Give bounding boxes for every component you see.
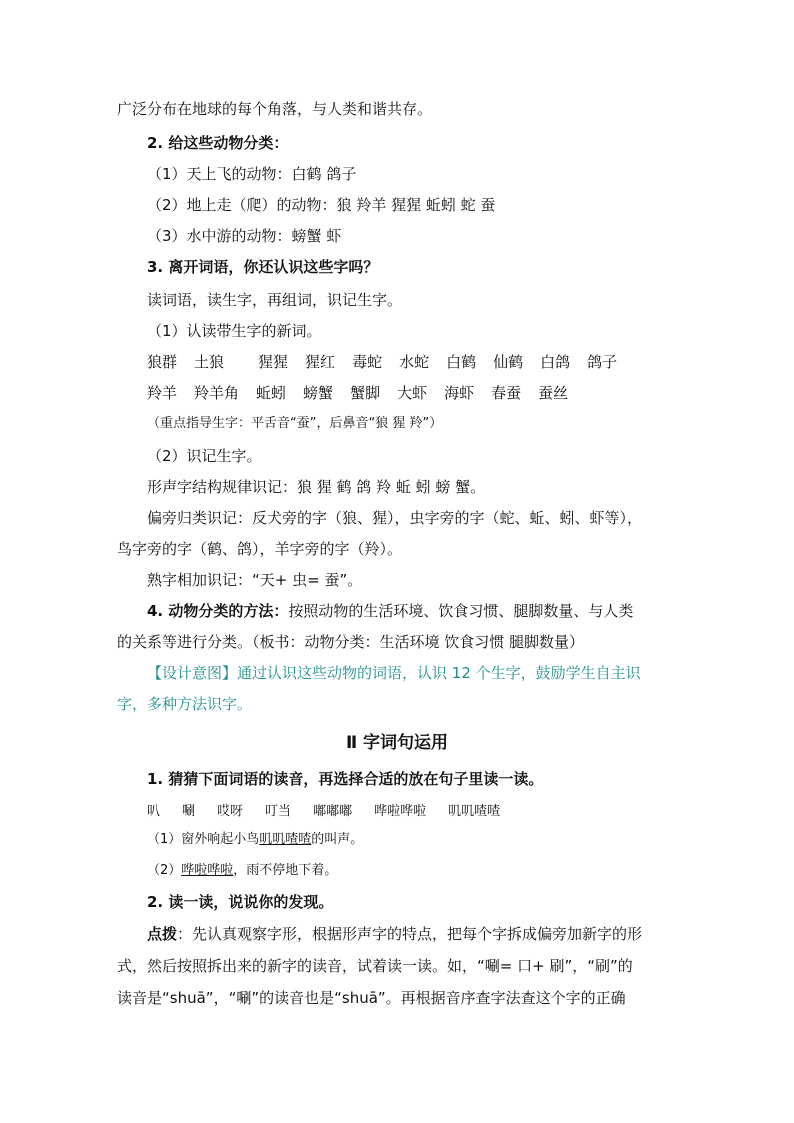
question-1-title: 1. 猜猜下面词语的读音，再选择合适的放在句子里读一读。 [147,770,544,788]
sentence-text: ，雨不停地下着。 [233,863,338,878]
onomatopoeia-word: 唰 [182,804,196,819]
classification-item-2: （2）地上走（爬）的动物：狼 羚羊 猩猩 蚯蚓 蛇 蚕 [147,196,496,214]
section-3-sub-1: （1）认读带生字的新词。 [147,322,322,340]
question-1-sentence-2 [147,860,337,882]
onomatopoeia-word: 哗啦哗啦 [374,804,427,819]
classification-item-1: （1）天上飞的动物：白鹤 鸽子 [147,165,357,183]
word: 猩猩 [258,353,289,371]
word: 螃蟹 [303,384,334,402]
tip-text: ：先认真观察字形，根据形声字的特点，把每个字拆成偏旁加新字的形 [177,925,643,943]
word: 海虾 [444,384,475,402]
sentence-text: （1）窗外响起小鸟 [147,832,260,847]
word: 土狼 [194,353,225,371]
filled-blank: 叽叽喳喳 [259,832,312,847]
word: 羚羊 [147,384,178,402]
part-2-heading: Ⅱ 字词句运用 [345,733,449,753]
word-row-1 [147,351,634,373]
tip-line-2: 式，然后按照拆出来的新字的读音，试着读一读。如，“唰= 口+ 刷”，“刷”的 [117,957,633,975]
question-2-title: 2. 读一读，说说你的发现。 [147,893,334,911]
method-radical-2: 鸟字旁的字（鹤、鸽），羊字旁的字（羚）。 [117,540,403,558]
pronunciation-note: （重点指导生字：平舌音“蚕”，后鼻音“狼 猩 羚”） [147,416,443,431]
onomatopoeia-row [147,799,522,823]
word: 蟹脚 [350,384,381,402]
design-intent-line-1 [147,662,641,684]
word: 毒蛇 [352,353,383,371]
word: 蚕丝 [538,384,569,402]
word: 猩红 [305,353,336,371]
method-radical-1: 偏旁归类识记：反犬旁的字（狼、猩），虫字旁的字（蛇、蚯、蚓、虾等）， [147,509,643,527]
tip-line-3: 读音是“shuā”，“唰”的读音也是“shuā”。再根据音序查字法查这个字的正确 [117,989,626,1007]
word: 羚羊角 [194,384,240,402]
word: 蚯蚓 [256,384,287,402]
word-row-2 [147,382,585,404]
section-4-line-1 [147,600,633,622]
word: 白鸽 [540,353,571,371]
word: 大虾 [397,384,428,402]
onomatopoeia-word: 叭 [147,804,161,819]
word: 白鹤 [446,353,477,371]
section-4-title: 4. 动物分类的方法： [147,602,289,620]
section-3-title: 3. 离开词语，你还认识这些字吗？ [147,258,379,276]
design-intent-text: 通过认识这些动物的词语，认识 12 个生字，鼓励学生自主识 [237,664,641,682]
onomatopoeia-word: 叮当 [265,804,292,819]
section-3-sub-2: （2）识记生字。 [147,447,262,465]
onomatopoeia-word: 哎呀 [217,804,244,819]
sentence-text: （2） [147,863,182,878]
intro-tail: 广泛分布在地球的每个角落，与人类和谐共存。 [117,100,433,118]
tip-line-1 [147,923,642,945]
section-3-intro: 读词语，读生字，再组词，识记生字。 [147,291,403,309]
method-phonetic: 形声字结构规律识记：狼 猩 鹤 鸽 羚 蚯 蚓 螃 蟹。 [147,478,486,496]
word: 仙鹤 [493,353,524,371]
section-4-text: 按照动物的生活环境、饮食习惯、腿脚数量、与人类 [288,602,634,620]
design-intent-label: 【设计意图】 [147,664,238,682]
question-1-sentence-1 [147,829,363,851]
section-4-line-2: 的关系等进行分类。（板书：动物分类：生活环境 饮食习惯 腿脚数量） [117,633,585,651]
classification-item-3: （3）水中游的动物：螃蟹 虾 [147,227,342,245]
word: 鸽子 [587,353,618,371]
word: 水蛇 [399,353,430,371]
design-intent-line-2: 字，多种方法识字。 [117,695,253,713]
onomatopoeia-word: 嘟嘟嘟 [313,804,353,819]
onomatopoeia-word: 叽叽喳喳 [448,804,501,819]
tip-label: 点拨 [147,925,178,943]
word: 春蚕 [491,384,522,402]
filled-blank: 哗啦哗啦 [181,863,234,878]
section-2-title: 2. 给这些动物分类： [147,134,289,152]
word: 狼群 [147,353,178,371]
sentence-text: 的叫声。 [311,832,364,847]
method-combine: 熟字相加识记：“天+ 虫= 蚕”。 [147,571,363,589]
